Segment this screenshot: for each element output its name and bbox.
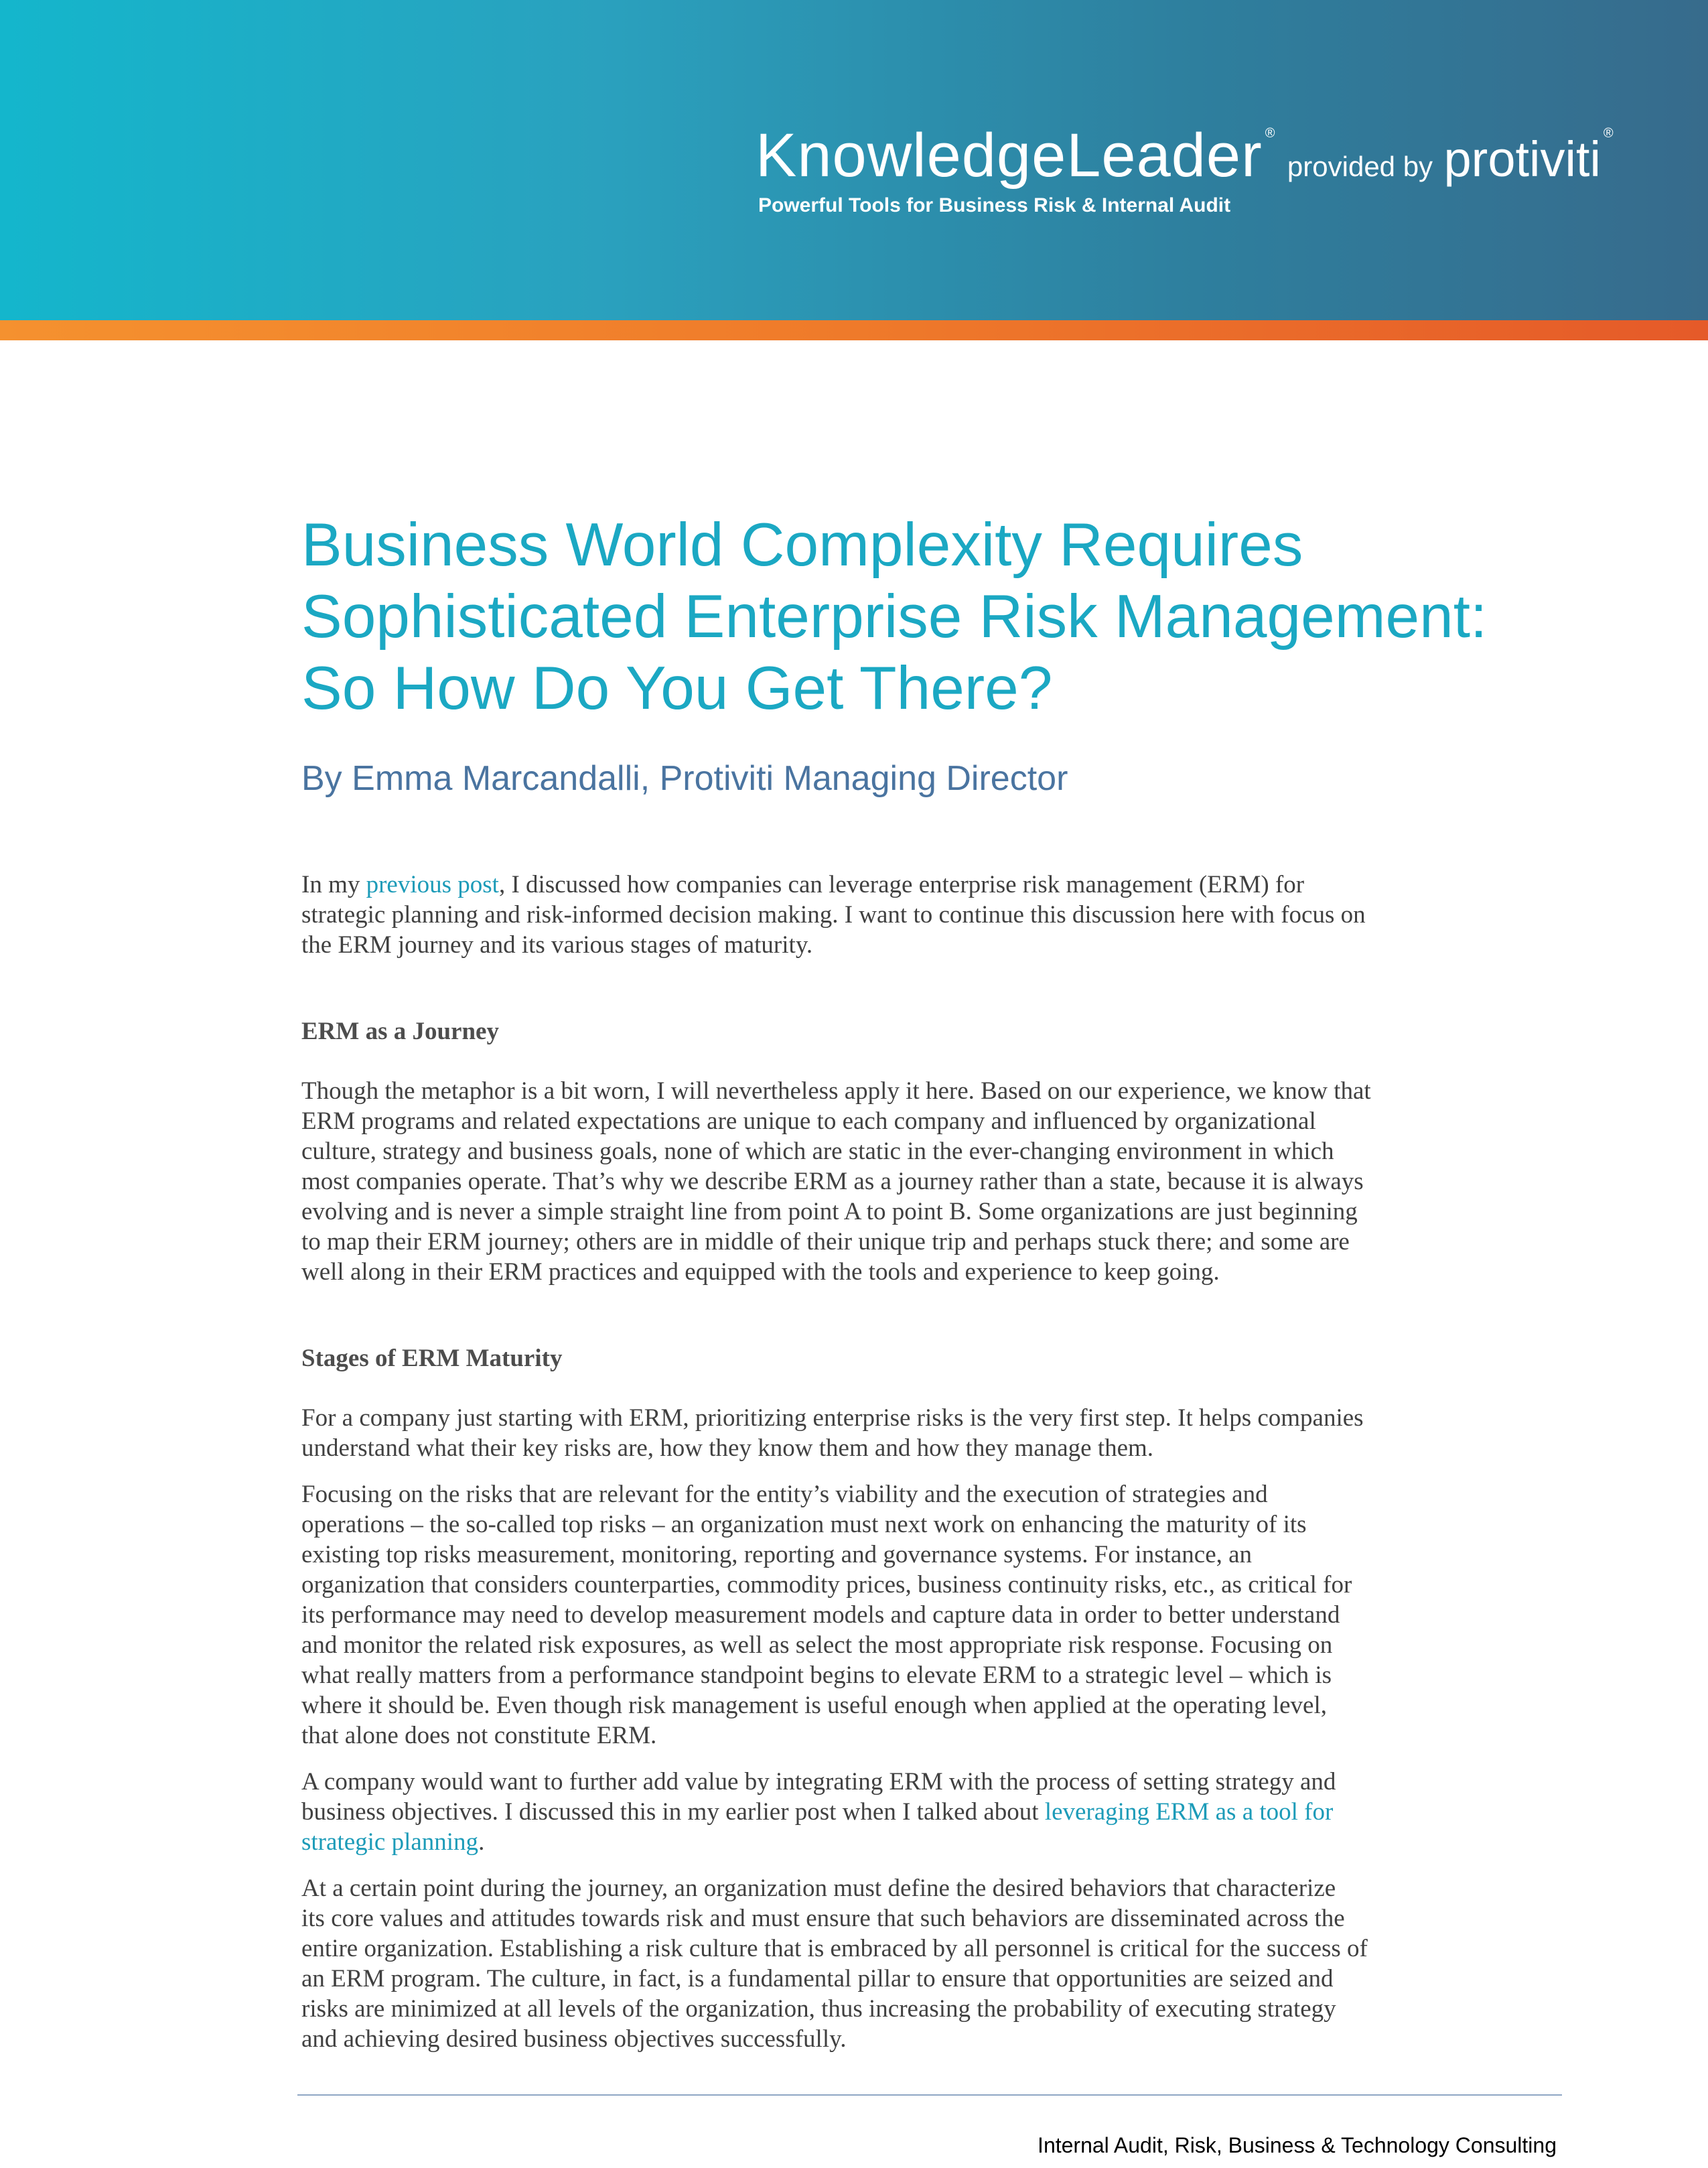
strategic-planning-link[interactable]: strategic planning <box>301 1828 479 1856</box>
title-line: So How Do You Get There? <box>301 655 1053 722</box>
text-line: well along in their ERM practices and equipped with the tools and experience to keep going. <box>301 1258 1220 1286</box>
text-line: strategic planning and risk-informed decision making. I want to continue this discussion here with focus on <box>301 901 1366 929</box>
text-line: where it should be. Even though risk management is useful enough when applied at the operating level, <box>301 1692 1327 1719</box>
text-fragment: business objectives. I discussed this in my earlier post when I talked about <box>301 1798 1045 1826</box>
text-line: culture, strategy and business goals, none of which are static in the ever-changing environment in which <box>301 1138 1334 1165</box>
text-line: operations – the so-called top risks – an organization must next work on enhancing the maturity of its <box>301 1511 1307 1538</box>
text-line: risks are minimized at all levels of the organization, thus increasing the probability of executing strategy <box>301 1995 1336 2023</box>
maturity-paragraph-4 <box>301 1873 1561 2054</box>
text-line: Focusing on the risks that are relevant for the entity’s viability and the execution of strategies and <box>301 1481 1268 1508</box>
text-line: the ERM journey and its various stages of maturity. <box>301 931 813 959</box>
strategic-planning-link[interactable]: leveraging ERM as a tool for <box>1044 1798 1334 1826</box>
text-line <box>301 1797 1561 1827</box>
footer-divider <box>297 2094 1562 2096</box>
article-title <box>301 509 1574 724</box>
journey-paragraph <box>301 1076 1561 1287</box>
text-line: its core values and attitudes towards risk and must ensure that such behaviors are disseminated across the <box>301 1905 1345 1932</box>
text-line: evolving and is never a simple straight line from point A to point B. Some organizations are just beginning <box>301 1198 1358 1225</box>
brand-tagline: Powerful Tools for Business Risk & Internal Audit <box>758 194 1231 216</box>
text-line: organization that considers counterparties, commodity prices, business continuity risks, etc., as critical for <box>301 1571 1352 1599</box>
text-line: its performance may need to develop measurement models and capture data in order to better understand <box>301 1601 1340 1629</box>
text-line: For a company just starting with ERM, prioritizing enterprise risks is the very first step. It helps companies <box>301 1404 1364 1432</box>
registered-mark: ® <box>1265 126 1275 141</box>
provided-by-label: provided by <box>1287 151 1433 182</box>
protiviti-wordmark: protiviti <box>1443 131 1601 187</box>
registered-mark: ® <box>1603 126 1614 141</box>
text-line: what really matters from a performance standpoint begins to elevate ERM to a strategic level – which is <box>301 1662 1332 1689</box>
text-line: existing top risks measurement, monitoring, reporting and governance systems. For instance, an <box>301 1541 1253 1568</box>
text-line <box>301 870 1561 900</box>
knowledgeleader-wordmark: KnowledgeLeader <box>756 121 1263 190</box>
text-fragment: , I discussed how companies can leverage enterprise risk management (ERM) for <box>498 871 1305 898</box>
text-line: Though the metaphor is a bit worn, I will nevertheless apply it here. Based on our experience, we know that <box>301 1077 1371 1105</box>
text-line: and monitor the related risk exposures, as well as select the most appropriate risk response. Focusing on <box>301 1631 1333 1659</box>
text-line: At a certain point during the journey, an organization must define the desired behaviors that characterize <box>301 1875 1336 1902</box>
text-line <box>301 1827 1561 1857</box>
text-line: entire organization. Establishing a risk culture that is embraced by all personnel is critical for the success of <box>301 1935 1368 1962</box>
text-line: ERM programs and related expectations are unique to each company and influenced by organizational <box>301 1107 1316 1135</box>
header-accent-stripe <box>0 320 1708 340</box>
text-line: understand what their key risks are, how they know them and how they manage them. <box>301 1434 1154 1462</box>
maturity-paragraph-2 <box>301 1479 1561 1751</box>
text-line: A company would want to further add value by integrating ERM with the process of setting strategy and <box>301 1768 1336 1796</box>
brand-logo <box>756 121 1614 201</box>
article-body <box>301 870 1561 2054</box>
text-fragment: . <box>478 1828 485 1856</box>
text-line: to map their ERM journey; others are in middle of their unique trip and perhaps stuck there; and some are <box>301 1228 1350 1256</box>
text-line: an ERM program. The culture, in fact, is a fundamental pillar to ensure that opportunities are seized and <box>301 1965 1334 1992</box>
section-heading-erm-maturity: Stages of ERM Maturity <box>301 1345 563 1372</box>
title-line: Business World Complexity Requires <box>301 511 1303 579</box>
footer-tagline: Internal Audit, Risk, Business & Technology Consulting <box>1038 2133 1557 2157</box>
previous-post-link[interactable]: previous post <box>366 871 499 898</box>
intro-paragraph <box>301 870 1561 960</box>
maturity-paragraph-1 <box>301 1403 1561 1463</box>
text-fragment: In my <box>301 871 366 898</box>
text-line: that alone does not constitute ERM. <box>301 1722 657 1749</box>
text-line: most companies operate. That’s why we describe ERM as a journey rather than a state, because it is always <box>301 1168 1364 1195</box>
section-heading-erm-journey: ERM as a Journey <box>301 1018 499 1045</box>
article-byline: By Emma Marcandalli, Protiviti Managing Director <box>301 759 1068 798</box>
maturity-paragraph-3 <box>301 1767 1561 1857</box>
text-line: and achieving desired business objectives successfully. <box>301 2025 847 2053</box>
title-line: Sophisticated Enterprise Risk Management: <box>301 583 1488 651</box>
